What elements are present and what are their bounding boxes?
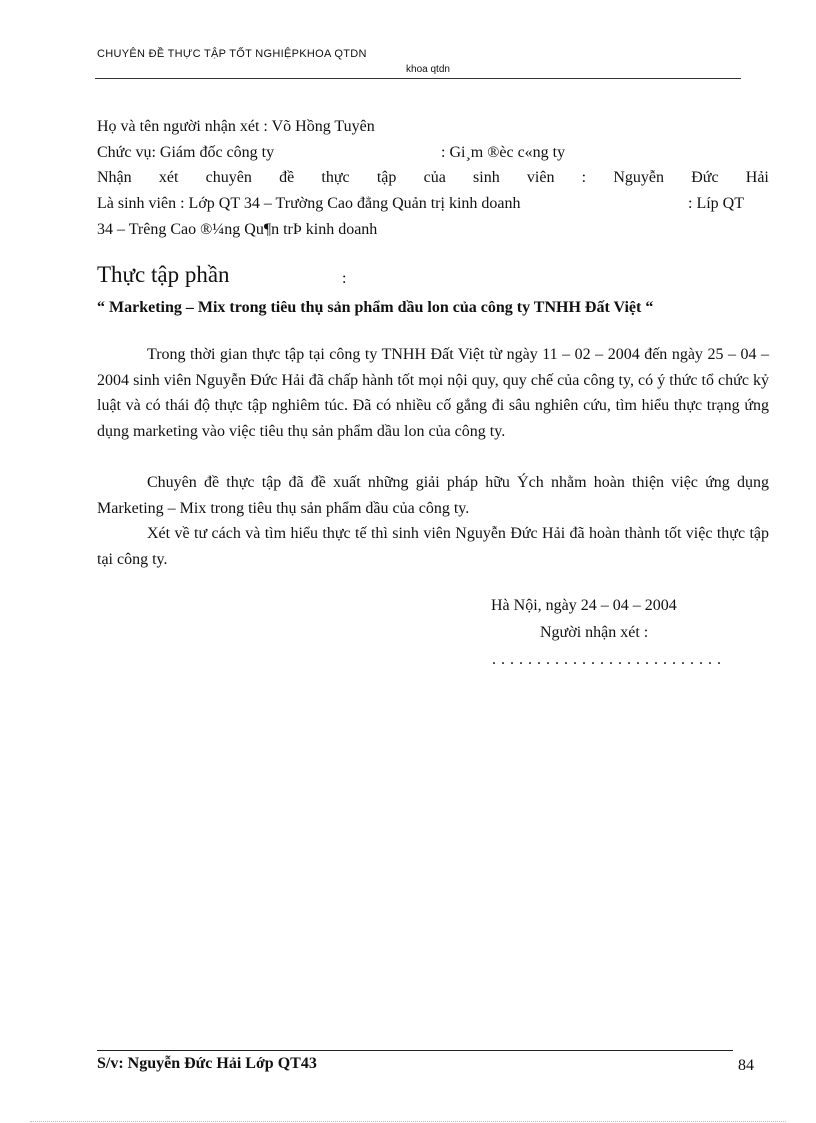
comment-word: đề	[279, 169, 295, 186]
signature-label: Người nhận xét :	[540, 624, 649, 641]
comment-word: :	[581, 169, 587, 186]
report-title: “ Marketing – Mix trong tiêu thụ sản phẩm dầu lon của công ty TNHH Đất Việt “	[97, 299, 654, 316]
running-header-subtitle: khoa qtdn	[406, 64, 450, 75]
comment-word: viên	[526, 169, 555, 186]
comment-word: Hải	[745, 169, 769, 186]
reviewer-name: Họ và tên người nhận xét : Võ Hồng Tuyên	[97, 118, 375, 135]
student-garbled-2: 34 – Trêng Cao ®¼ng Qu¶n trÞ kinh doanh	[97, 221, 378, 238]
reviewer-position: Chức vụ: Giám đốc công ty	[97, 144, 275, 161]
comment-word: xét	[158, 169, 179, 186]
student-garbled-1: : Líp QT	[688, 195, 744, 212]
comment-word: thực	[321, 169, 350, 186]
signature-dots: . . . . . . . . . . . . . . . . . . . . . . . . . .	[492, 651, 722, 668]
comment-word: Đức	[691, 169, 719, 186]
header-rule	[95, 78, 741, 79]
footer-author: S/v: Nguyễn Đức Hải Lớp QT43	[97, 1055, 317, 1072]
paragraph-1: Trong thời gian thực tập tại công ty TNHH Đất Việt từ ngày 11 – 02 – 2004 đến ngày 25 – 04 – 2004 sinh viên Nguyễn Đức Hải đã chấp hành tốt mọi nội quy, quy chế của công ty, có ý thức tổ chức kỷ luật và có thái độ thực tập nghiêm túc. Đã có nhiều cố gắng đi sâu nghiên cứu, tìm hiểu thực trạng ứng dụng marketing vào việc tiêu thụ sản phẩm dầu lon của công ty.	[97, 346, 769, 440]
footer-rule	[97, 1050, 733, 1051]
comment-word: tập	[376, 169, 397, 186]
paragraph-2: Chuyên đề thực tập đã đề xuất những giải pháp hữu Ých nhằm hoàn thiện việc ứng dụng Marketing – Mix trong tiêu thụ sản phẩm dầu của công ty.	[97, 474, 769, 517]
section-heading-colon: :	[342, 270, 347, 287]
section-heading: Thực tập phần	[97, 262, 230, 287]
comment-word: chuyên	[205, 169, 252, 186]
running-header-title: CHUYÊN ĐỀ THỰC TẬP TỐT NGHIỆPKHOA QTDN	[97, 48, 367, 60]
paragraph-3: Xét về tư cách và tìm hiểu thực tế thì sinh viên Nguyễn Đức Hải đã hoàn thành tốt việc thực tập tại công ty.	[97, 525, 769, 568]
comment-word: của	[423, 169, 446, 186]
comment-word: sinh	[473, 169, 500, 186]
comment-line	[97, 169, 769, 187]
comment-word: Nhận	[97, 169, 132, 186]
signature-date: Hà Nội, ngày 24 – 04 – 2004	[491, 597, 677, 614]
student-line: Là sinh viên : Lớp QT 34 – Trường Cao đẳng Quản trị kinh doanh	[97, 195, 521, 212]
page-number: 84	[738, 1057, 754, 1074]
page-bottom-dotted-rule	[30, 1121, 786, 1122]
comment-word: Nguyễn	[613, 169, 664, 186]
reviewer-position-garbled: : Gi¸m ®èc c«ng ty	[441, 144, 566, 161]
